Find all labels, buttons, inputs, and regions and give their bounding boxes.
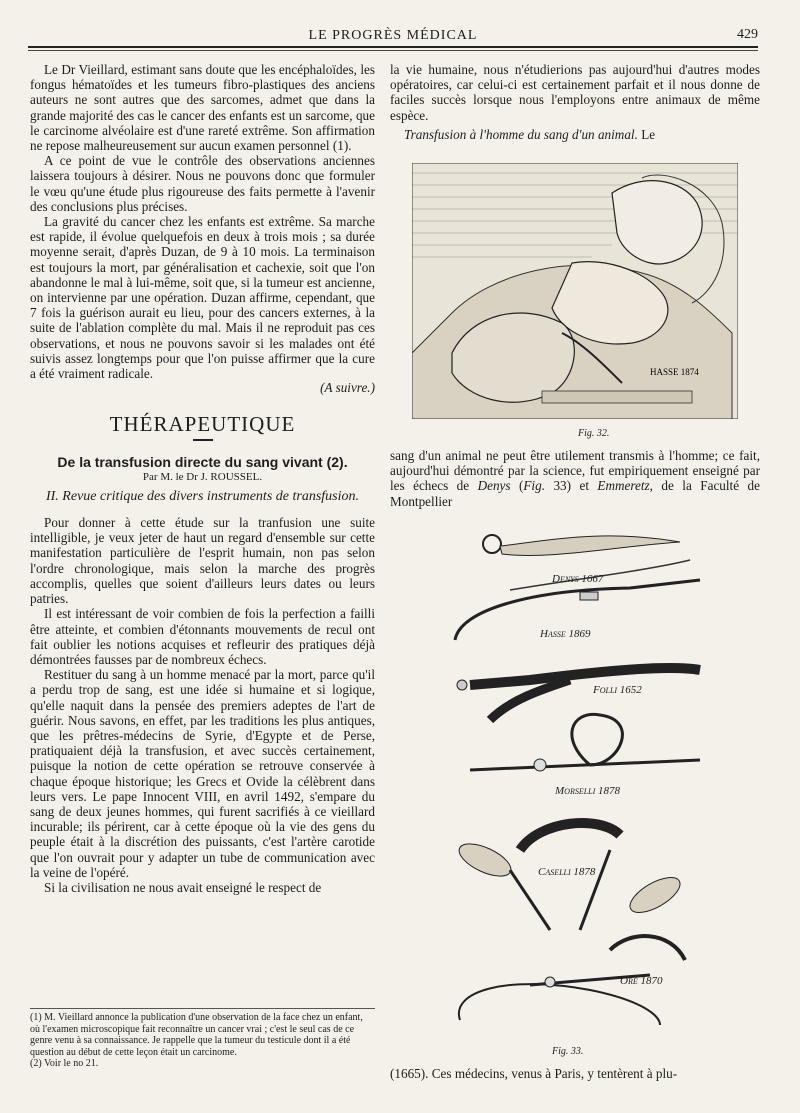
- fig32-label: HASSE 1874: [650, 367, 699, 377]
- instrument-label: Oré 1870: [620, 975, 663, 987]
- instrument-label: Caselli 1878: [538, 866, 596, 878]
- folli-instrument: [457, 668, 700, 720]
- section-dash: [193, 439, 213, 441]
- left-column: [30, 62, 375, 895]
- footnote: (2) Voir le no 21.: [30, 1058, 99, 1070]
- paragraph: Si la civilisation ne nous avait enseigné le respect de: [44, 879, 322, 895]
- text-run: (: [510, 478, 524, 494]
- byline: Par M. le Dr J. ROUSSEL.: [142, 470, 263, 483]
- instrument-label: Folli 1652: [593, 684, 642, 696]
- footnotes: [30, 1008, 375, 1070]
- section-title: THÉRAPEUTIQUE: [109, 412, 296, 437]
- page-number: 429: [737, 27, 758, 42]
- denys-instrument: [483, 535, 680, 555]
- subheading: Transfusion à l'homme du sang d'un animal.: [404, 126, 638, 142]
- paragraph: Il est intéressant de voir combien de fois la perfection a failli être atteinte, et combien d'étonnants mouvements de recul ont fait oublier les notions acquises et refleurir des pratiques déjà démontrées fausses par de nombreux échecs.: [30, 606, 375, 667]
- continued-note: (A suivre.): [320, 380, 375, 396]
- italic-name: Emmeretz: [597, 478, 650, 494]
- morselli-instrument: [470, 714, 700, 771]
- header-rule: [28, 46, 758, 48]
- paragraph: Pour donner à cette étude sur la tranfusion une suite intelligible, je veux jeter de haut un regard d'ensemble sur cette manifestation particulière de l'esprit humain, non pas selon l'ordre chronologique, mais selon la marche des progrès accomplis, quelles que soient d'ailleurs leurs dates ou leurs patries.: [30, 515, 375, 607]
- paragraph: Le Dr Vieillard, estimant sans doute que les encéphaloïdes, les fongus hématoïdes et les tumeurs fibro-plastiques des anciens auteurs ne sont autres que des sarcomes, admet que dans la grande majorité des cas le cancer des enfants est un sarcome, que le carcinome alvéolaire est d'une rareté extrême. Son affirmation ne repose malheureusement sur aucun examen personnel (1).: [30, 62, 375, 154]
- paragraph: A ce point de vue le contrôle des observations anciennes laissera toujours à désirer. Nous ne pouvons donc que formuler le vœu qu'une étude plus rigoureuse des faits permette à l'avenir des conclusions plus précises.: [30, 153, 375, 214]
- instrument-label: Denys 1667: [552, 573, 604, 585]
- journal-title: LE PROGRÈS MÉDICAL: [308, 28, 478, 43]
- paragraph: (1665). Ces médecins, venus à Paris, y tentèrent à plu-: [390, 1066, 678, 1081]
- instrument-label: Hasse 1869: [540, 628, 591, 640]
- fig33-caption: Fig. 33.: [552, 1046, 584, 1057]
- fig32-caption: Fig. 32.: [578, 428, 610, 439]
- text-run: 33) et: [545, 478, 598, 494]
- italic-name: Denys: [477, 478, 511, 494]
- paragraph: Restituer du sang à un homme menacé par la mort, parce qu'il a perdu trop de sang, est une idée si humaine et si logique, qu'elle naquit dans la pensée des premiers adeptes de l'art de guérir. Nous savons, en effet, par les traditions les plus antiques, que les prêtres-médecins de Syrie, d'Egypte et de Perse, pratiquaient déjà la transfusion, et avec succès certainement, puisque la notion de cette opération se retrouve conservée à chaque époque historique; les Grecs et Ovide la célèbrent dans leurs vers. Le pape Innocent VIII, en avril 1492, s'empare du sang de deux jeunes hommes, qui furent sacrifiés à ce vieillard incurable; ils périrent, car à cette époque où la vie des gens du peuple était à la discrétion des puissants, c'est l'artère carotide que l'on ouvrait pour y adapter un tube de communication avec la veine de l'opéré.: [30, 667, 375, 880]
- paragraph: [390, 448, 760, 509]
- text-run: sang d'un animal ne peut être utilement transmis à l'homme; ce fait, aujourd'hui démontré par la science, fut empiriquement enseigné par les échecs de: [390, 448, 760, 494]
- fig33-instruments: [450, 520, 720, 1030]
- subheading-tail: Le: [637, 126, 656, 142]
- instrument-label: Morselli 1878: [555, 785, 621, 797]
- footnote-rule: [30, 1008, 375, 1009]
- article-subtitle: II. Revue critique des divers instruments de transfusion.: [45, 489, 359, 505]
- right-column-bottom: [390, 1066, 760, 1081]
- text-run: , de la Faculté de Montpellier: [390, 478, 760, 509]
- footnote: (1) M. Vieillard annonce la publication d'une observation de la face chez un enfant, où l'examen microscopique fait reconnaître un cancer vrai ; c'est le seul cas de ce genre venu à sa connaissance. Je rappelle que la tumeur du testicule dont il a été question au début de cette leçon était un carcinome.: [30, 1012, 363, 1058]
- paragraph: La gravité du cancer chez les enfants est extrême. Sa marche est rapide, il évolue quelquefois en deux à trois mois ; sa durée moyenne serait, d'après Duzan, de 9 à 10 mois. La terminaison est toujours la mort, par généralisation et cachexie, soit que l'on abandonne le mal à lui-même, soit que, si la tumeur est ancienne, on intervienne par une opération. Duzan affirme, cependant, que 7 fois la guérison aurait eu lieu, pour des cancers externes, à la suite de l'ablation complète du mal. Mais il ne reproduit pas ces observations, et nous ne pouvons savoir si les malades ont été suivis assez longtemps pour que l'on puisse affirmer que la cure a été vraiment radicale.: [30, 214, 375, 382]
- right-column-top: [390, 62, 760, 142]
- paragraph: la vie humaine, nous n'étudierions pas aujourd'hui d'autres modes opératoires, car celui-ci est certainement parfait et il nous donne de faciles succès lorsque nous l'employons entre animaux de même espèce.: [390, 62, 760, 123]
- header-rule-thin: [28, 50, 758, 51]
- article-title: De la transfusion directe du sang vivant (2).: [57, 453, 348, 470]
- fig-ref: Fig.: [523, 478, 545, 494]
- fig32-engraving: [412, 163, 738, 419]
- running-header: [28, 24, 758, 46]
- right-column-mid: [390, 448, 760, 509]
